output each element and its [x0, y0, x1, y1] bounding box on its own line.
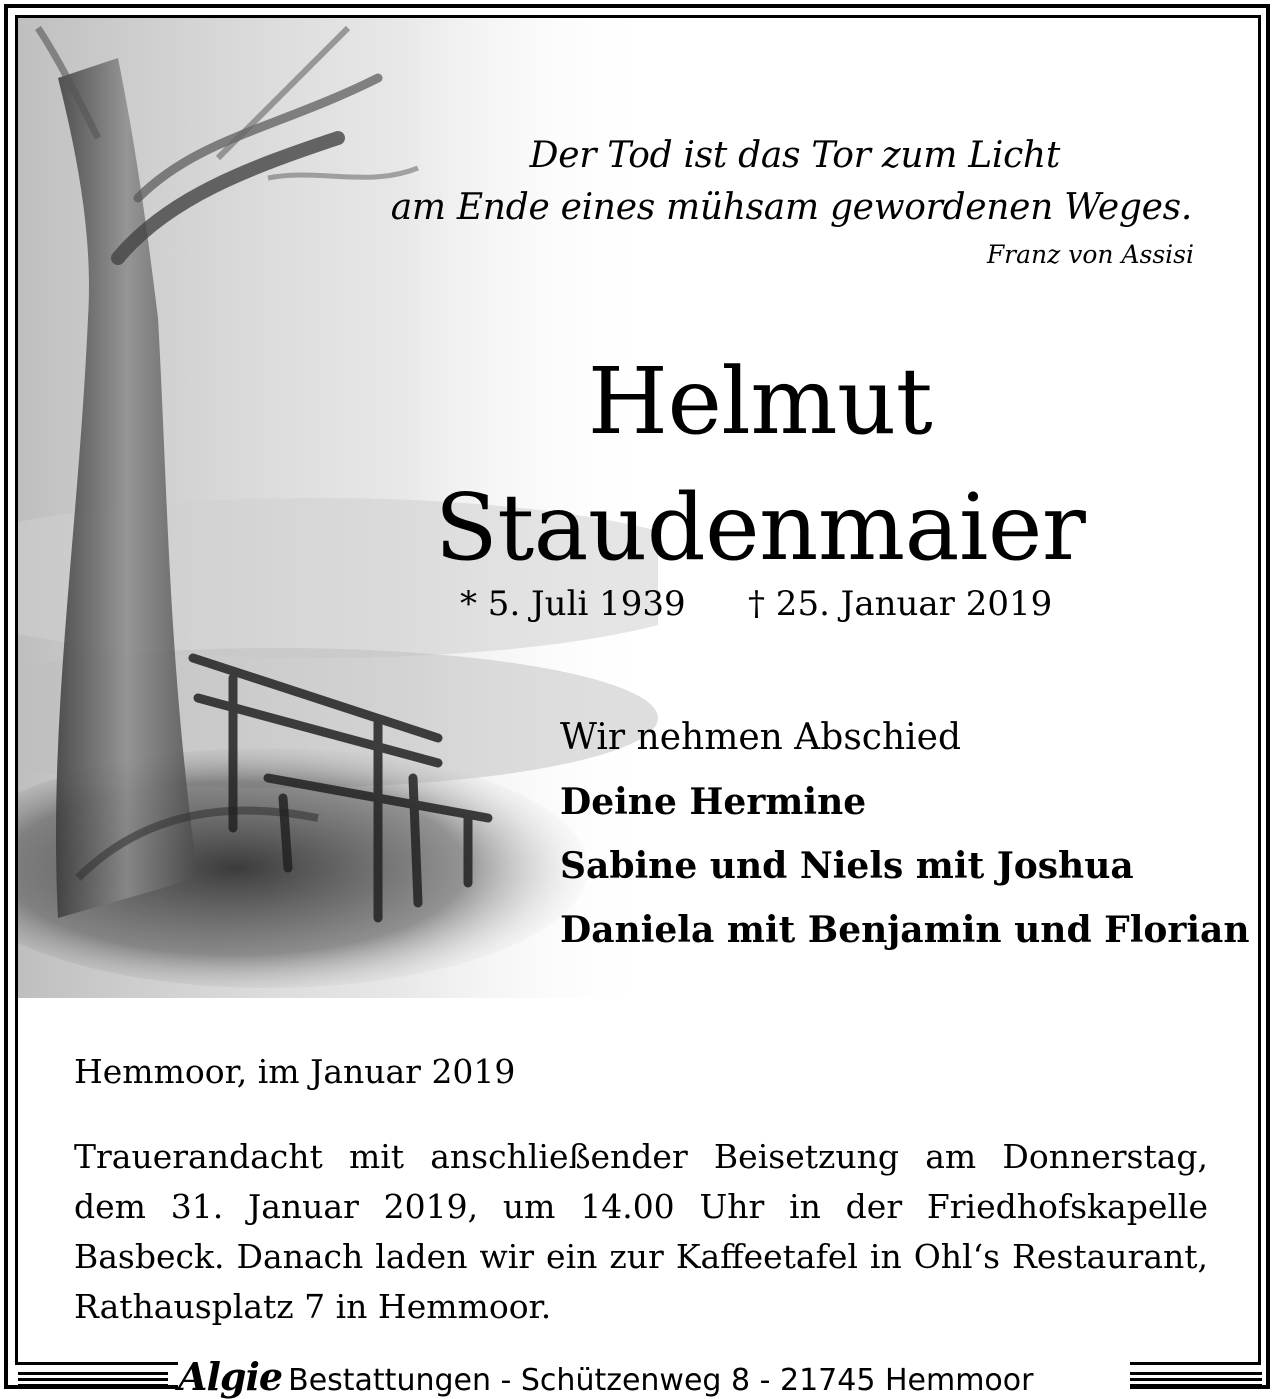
quote-author: Franz von Assisi	[986, 240, 1194, 269]
farewell-block	[560, 706, 1250, 962]
funeral-home-address: Bestattungen - Schützenweg 8 - 21745 Hemmoor	[288, 1363, 1034, 1398]
mourner-line: Sabine und Niels mit Joshua	[560, 845, 1134, 887]
funeral-home-logo: Algie	[178, 1354, 283, 1399]
deceased-first-name: Helmut	[587, 348, 933, 455]
quote	[391, 130, 1192, 234]
footer	[18, 1354, 1262, 1399]
death-date: † 25. Januar 2019	[748, 584, 1053, 624]
place-and-date: Hemmoor, im Januar 2019	[74, 1052, 516, 1091]
birth-date: * 5. Juli 1939	[460, 584, 686, 624]
service-details: Trauerandacht mit anschließender Beisetzung am Donnerstag, dem 31. Januar 2019, um 14.00 Uhr in der Friedhofskapelle Basbeck. Danach laden wir ein zur Kaffeetafel in Ohl‘s Restaurant, Rathausplatz 7 in Hemmoor.	[74, 1137, 1208, 1326]
quote-line-2: am Ende eines mühsam gewordenen Weges.	[390, 187, 1192, 228]
funeral-home-line	[178, 1354, 1130, 1399]
farewell-intro: Wir nehmen Abschied	[560, 717, 962, 758]
quote-line-1: Der Tod ist das Tor zum Licht	[529, 135, 1060, 176]
mourner-line: Daniela mit Benjamin und Florian	[560, 909, 1250, 951]
footer-rule-right	[1130, 1372, 1262, 1390]
footer-rule-left	[18, 1372, 168, 1390]
deceased-last-name: Staudenmaier	[434, 474, 1086, 581]
mourner-line: Deine Hermine	[560, 781, 867, 823]
